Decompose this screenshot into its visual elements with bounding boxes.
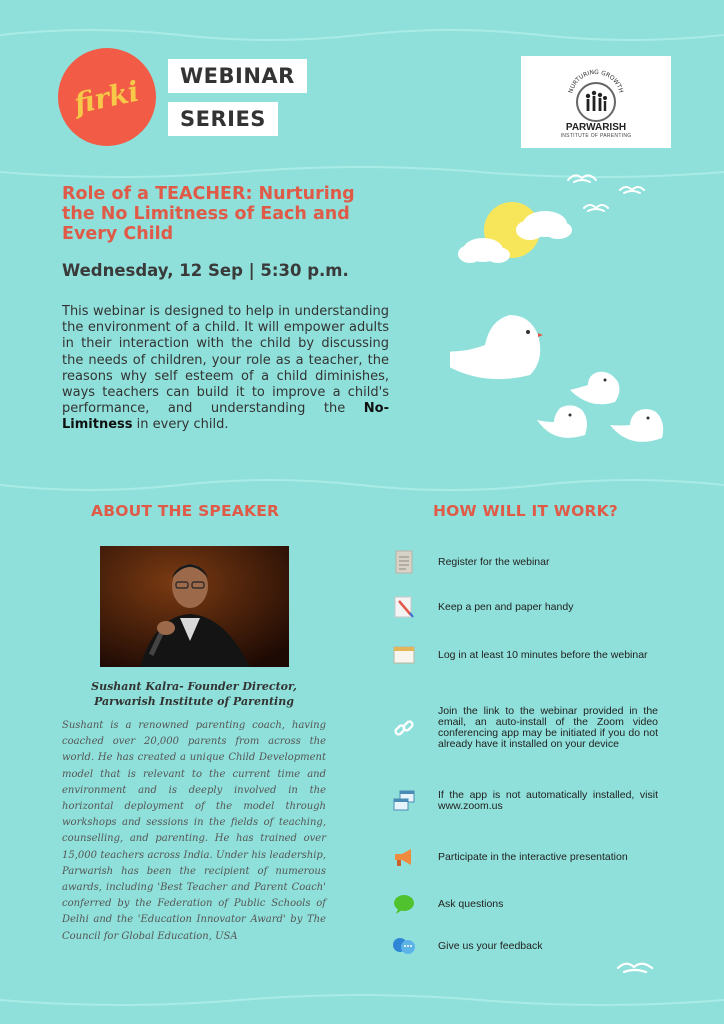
logo-text: firki [71,74,143,120]
step-text: Give us your feedback [438,939,543,952]
partner-name: PARWARISH [565,121,627,133]
wave-decoration [0,20,724,50]
step-text: Keep a pen and paper handy [438,600,574,613]
webinar-date: Wednesday, 12 Sep | 5:30 p.m. [62,261,349,280]
step-text: Join the link to the webinar provided in the email, an auto-install of the Zoom video conferencing app may be initiated if you do not already have it installed on your device [438,705,658,750]
description-end: in every child. [132,417,229,433]
partner-arc-text: NURTURING GROWTH [567,68,625,94]
webinar-title: Role of a TEACHER: Nurturing the No Limitness of Each and Every Child [62,184,355,244]
description-bold: No-Limitness [62,401,389,433]
description-text: This webinar is designed to help in understanding the environment of a child. It will empower adults in their interaction with the child by discussing the needs of children, your role as a teacher, the reasons why self esteem of a child diminishes, ways teachers can build it to improve a child's performance, and understanding the [62,304,389,417]
birds-illustration [450,160,680,460]
step-pen-paper [390,593,660,621]
header-webinar: WEBINAR [168,59,307,93]
step-join-link [390,706,660,750]
megaphone-icon [390,843,418,871]
step-text: Register for the webinar [438,555,550,568]
feedback-bubbles-icon [390,932,418,960]
parwarish-logo [521,56,671,148]
chat-bubble-icon [390,890,418,918]
document-icon [390,548,418,576]
calendar-icon [390,641,418,669]
step-ask-questions [390,890,660,918]
link-icon [390,714,418,742]
how-heading: HOW WILL IT WORK? [433,502,619,520]
speaker-name: Sushant Kalra- Founder Director, Parwarish Institute of Parenting [91,680,297,708]
pen-paper-icon [390,593,418,621]
header-series: SERIES [168,102,278,136]
step-participate [390,843,660,871]
svg-text:NURTURING GROWTH [568,68,625,93]
firki-logo [58,48,156,146]
step-install-app [390,787,660,815]
speaker-bio: Sushant is a renowned parenting coach, having coached over 20,000 parents from across the world. He has created a unique Child Development model that is relevant to the current time and environment and is deeply involved in the horizontal deployment of the model through workshops and sessions in the fields of teaching, counselling, and parenting. He has trained over 15,000 teachers across India. Under his leadership, Parwarish has been the recipient of numerous awards, including 'Best Teacher and Parent Coach' conferred by the Federation of Public Schools of Delhi and the 'Education Innovator Award' by The Council for Global Education, USA [62,720,326,942]
step-text: If the app is not automatically installed, visit www.zoom.us [438,789,658,812]
windows-icon [390,787,418,815]
speaker-portrait-icon [100,546,289,667]
speaker-photo [100,546,289,667]
bird-decoration-icon [614,958,660,982]
step-text: Log in at least 10 minutes before the webinar [438,648,648,661]
step-register [390,548,660,576]
parwarish-emblem-icon [564,66,628,126]
step-text: Participate in the interactive presentation [438,850,628,863]
step-log-in [390,641,660,669]
step-feedback [390,932,660,960]
wave-decoration [0,990,724,1020]
speaker-heading: ABOUT THE SPEAKER [91,502,280,520]
wave-decoration [0,470,724,500]
webinar-description [62,304,389,434]
partner-subtitle: INSTITUTE OF PARENTING [560,132,632,139]
step-text: Ask questions [438,897,504,910]
